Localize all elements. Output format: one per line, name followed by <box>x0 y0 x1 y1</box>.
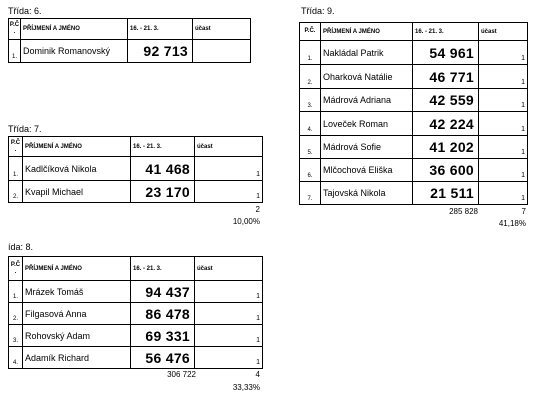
date-header: 16. - 21. 3. <box>131 257 195 281</box>
pc-header: P.Č . <box>9 137 23 157</box>
student-name: Mádrová Adriana <box>321 89 413 112</box>
student-name: Mlčochová Eliška <box>321 159 413 182</box>
table-row <box>300 89 528 112</box>
participation-value: 1 <box>479 41 528 65</box>
table-row <box>300 41 528 65</box>
student-name: Mádrová Sofie <box>321 136 413 159</box>
date-header: 16. - 21. 3. <box>128 19 193 40</box>
student-name: Rohovský Adam <box>23 325 131 347</box>
table-row <box>300 136 528 159</box>
student-name: Kvapil Michael <box>23 181 131 203</box>
class-caption: Třída: 7. <box>8 124 42 134</box>
header-row <box>300 23 528 41</box>
row-number: 3. <box>300 89 321 112</box>
participation-percent: 10,00% <box>232 217 260 226</box>
student-name: Loveček Roman <box>321 112 413 136</box>
student-name: Oharková Natálie <box>321 65 413 89</box>
class-6-table <box>8 18 251 63</box>
participation-value: 1 <box>479 89 528 112</box>
name-header: PŘÍJMENÍ A JMÉNO <box>23 137 131 157</box>
participation-header: účast <box>193 19 251 40</box>
student-name: Kadlčíková Nikola <box>23 157 131 181</box>
row-number: 3. <box>9 325 23 347</box>
participation-header: účast <box>479 23 528 41</box>
participation-count: 4 <box>255 370 260 379</box>
table-row <box>9 181 263 203</box>
participation-value: 1 <box>195 347 263 369</box>
table-row <box>9 40 251 63</box>
row-number: 2. <box>300 65 321 89</box>
class-9-table <box>299 22 528 205</box>
participation-value: 1 <box>195 281 263 303</box>
row-number: 1. <box>9 40 21 63</box>
student-name: Tajovská Nikola <box>321 182 413 205</box>
score-total: 306 722 <box>167 370 196 379</box>
student-name: Adamík Richard <box>23 347 131 369</box>
date-header: 16. - 21. 3. <box>413 23 479 41</box>
participation-header: účast <box>195 257 263 281</box>
score-value: 56 476 <box>131 347 195 369</box>
table-row <box>300 65 528 89</box>
score-value: 86 478 <box>131 303 195 325</box>
row-number: 2. <box>9 181 23 203</box>
header-row <box>9 257 263 281</box>
name-header: PŘÍJMENÍ A JMÉNO <box>23 257 131 281</box>
participation-percent: 33,33% <box>232 383 260 392</box>
row-number: 1. <box>9 281 23 303</box>
row-number: 7. <box>300 182 321 205</box>
row-number: 4. <box>300 112 321 136</box>
participation-count: 2 <box>255 205 260 214</box>
table-row <box>9 157 263 181</box>
participation-value: 1 <box>195 181 263 203</box>
score-total: 285 828 <box>449 207 478 216</box>
score-value: 46 771 <box>413 65 479 89</box>
student-name: Mrázek Tomáš <box>23 281 131 303</box>
score-value: 23 170 <box>131 181 195 203</box>
pc-header: P.Č. <box>300 23 321 41</box>
table-row <box>9 347 263 369</box>
participation-value: 1 <box>479 182 528 205</box>
class-caption: ída: 8. <box>8 242 34 252</box>
participation-value <box>193 40 251 63</box>
score-value: 41 468 <box>131 157 195 181</box>
participation-value: 1 <box>479 159 528 182</box>
header-row <box>9 19 251 40</box>
pc-header: P.Č . <box>9 19 21 40</box>
score-value: 94 437 <box>131 281 195 303</box>
table-row <box>9 325 263 347</box>
student-name: Filgasová Anna <box>23 303 131 325</box>
table-row <box>300 182 528 205</box>
row-number: 2. <box>9 303 23 325</box>
class-8-table <box>8 256 263 369</box>
score-value: 42 559 <box>413 89 479 112</box>
name-header: PŘÍJMENÍ A JMÉNO <box>321 23 413 41</box>
class-7-table <box>8 136 263 203</box>
score-value: 41 202 <box>413 136 479 159</box>
class-caption: Třída: 6. <box>8 6 42 16</box>
participation-value: 1 <box>195 303 263 325</box>
participation-value: 1 <box>195 157 263 181</box>
row-number: 6. <box>300 159 321 182</box>
score-value: 21 511 <box>413 182 479 205</box>
student-name: Nakládal Patrik <box>321 41 413 65</box>
header-row <box>9 137 263 157</box>
class-caption: Třída: 9. <box>301 6 335 16</box>
participation-header: účast <box>195 137 263 157</box>
row-number: 1. <box>300 41 321 65</box>
pc-header: P.Č . <box>9 257 23 281</box>
score-value: 69 331 <box>131 325 195 347</box>
score-value: 36 600 <box>413 159 479 182</box>
table-row <box>300 112 528 136</box>
score-value: 92 713 <box>128 40 193 63</box>
name-header: PŘÍJMENÍ A JMÉNO <box>21 19 128 40</box>
table-row <box>9 303 263 325</box>
score-value: 42 224 <box>413 112 479 136</box>
student-name: Dominik Romanovský <box>21 40 128 63</box>
participation-value: 1 <box>195 325 263 347</box>
participation-percent: 41,18% <box>498 219 526 228</box>
row-number: 5. <box>300 136 321 159</box>
row-number: 4. <box>9 347 23 369</box>
table-row <box>9 281 263 303</box>
participation-value: 1 <box>479 112 528 136</box>
table-row <box>300 159 528 182</box>
score-value: 54 961 <box>413 41 479 65</box>
row-number: 1. <box>9 157 23 181</box>
participation-value: 1 <box>479 65 528 89</box>
participation-count: 7 <box>521 207 526 216</box>
participation-value: 1 <box>479 136 528 159</box>
date-header: 16. - 21. 3. <box>131 137 195 157</box>
